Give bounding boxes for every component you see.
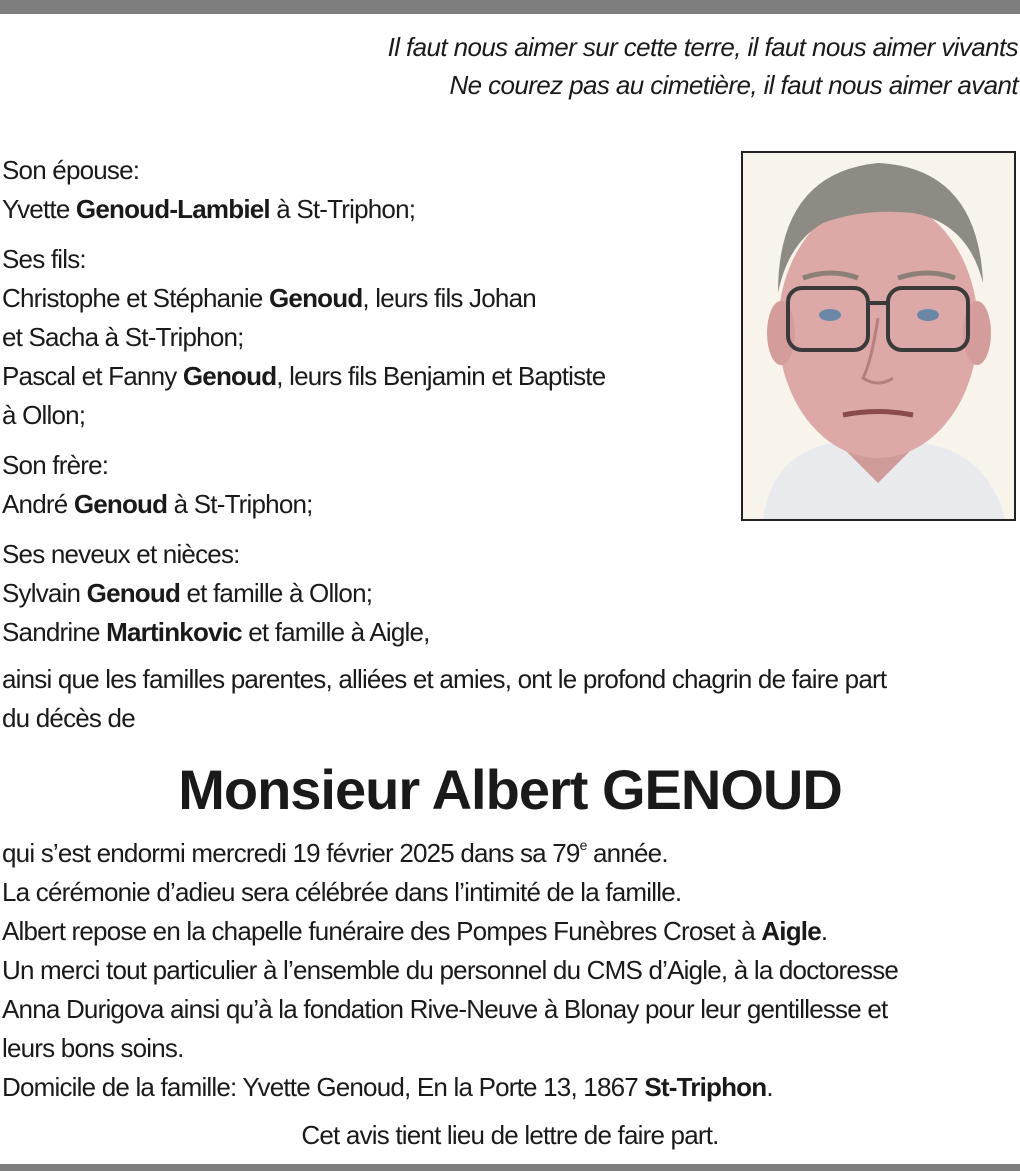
top-rule	[0, 0, 1020, 14]
surname: Genoud	[269, 283, 363, 313]
domicile-line	[2, 1068, 1020, 1107]
spouse-group	[2, 151, 722, 229]
text: Sandrine	[2, 617, 107, 647]
ordinal-superscript: e	[579, 837, 587, 853]
announcement-intro	[2, 660, 1020, 738]
bottom-rule	[0, 1164, 1020, 1171]
epigraph	[388, 28, 1018, 104]
surname: Genoud	[86, 578, 181, 608]
closing-note: Cet avis tient lieu de lettre de faire part.	[301, 1120, 719, 1150]
text: Albert repose en la chapelle funéraire des Pompes Funèbres Croset à	[2, 916, 762, 946]
text: .	[766, 1072, 773, 1102]
left-eye	[819, 309, 841, 321]
rest-line	[2, 912, 1020, 951]
text: année.	[586, 838, 668, 868]
deceased-name: Monsieur Albert GENOUD	[178, 758, 842, 821]
thanks-line-1: Un merci tout particulier à l’ensemble du personnel du CMS d’Aigle, à la doctoresse	[2, 955, 899, 985]
spouse-heading: Son épouse:	[2, 155, 140, 185]
text: André	[2, 489, 74, 519]
sons-heading: Ses fils:	[2, 244, 86, 274]
thanks-line-2: Anna Durigova ainsi qu’à la fondation Rive-Neuve à Blonay pour leur gentillesse et	[2, 994, 888, 1024]
nephew-1-line	[2, 574, 722, 613]
thanks-line-3: leurs bons soins.	[2, 1033, 184, 1063]
son-2-line	[2, 357, 722, 396]
portrait-illustration	[743, 153, 1014, 519]
epigraph-line-2: Ne courez pas au cimetière, il faut nous aimer avant	[449, 70, 1018, 100]
text: .	[820, 916, 828, 946]
sons-group	[2, 240, 722, 435]
surname: Genoud	[73, 489, 168, 519]
text: , leurs fils Johan	[362, 283, 536, 313]
surname: Genoud-Lambiel	[75, 194, 270, 224]
text: et famille à Ollon;	[180, 578, 373, 608]
text: Christophe et Stéphanie	[2, 283, 269, 313]
brother-group	[2, 446, 722, 524]
text: à St-Triphon;	[167, 489, 313, 519]
left-ear	[767, 301, 795, 365]
surname: Genoud	[182, 361, 277, 391]
spouse-line	[2, 190, 722, 229]
nephews-heading: Ses neveux et nièces:	[2, 539, 240, 569]
family-list	[2, 151, 722, 663]
text: Pascal et Fanny	[2, 361, 183, 391]
place-name: Aigle	[761, 916, 821, 946]
brother-line	[2, 485, 722, 524]
right-eye	[917, 309, 939, 321]
intro-line-1: ainsi que les familles parentes, alliées et amies, ont le profond chagrin de faire part	[2, 664, 887, 694]
place-name: St-Triphon	[644, 1072, 767, 1102]
text: Domicile de la famille: Yvette Genoud, En la Porte 13, 1867	[2, 1072, 645, 1102]
text: et famille à Aigle,	[241, 617, 430, 647]
nephew-2-line	[2, 613, 722, 652]
brother-heading: Son frère:	[2, 450, 109, 480]
text: , leurs fils Benjamin et Baptiste	[276, 361, 606, 391]
surname: Martinkovic	[106, 617, 242, 647]
death-line	[2, 834, 1020, 873]
intro-line-2: du décès de	[2, 703, 135, 733]
text: Yvette	[2, 194, 76, 224]
text: Sylvain	[2, 578, 87, 608]
nephews-group	[2, 535, 722, 652]
portrait-photo	[741, 151, 1016, 521]
son-2-line-2: à Ollon;	[2, 400, 86, 430]
face	[778, 198, 978, 458]
epigraph-line-1: Il faut nous aimer sur cette terre, il faut nous aimer vivants	[387, 32, 1018, 62]
text: à St-Triphon;	[269, 194, 416, 224]
son-1-line-2: et Sacha à St-Triphon;	[2, 322, 244, 352]
text: qui s’est endormi mercredi 19 février 2025 dans sa 79	[2, 838, 580, 868]
details-block	[2, 834, 1020, 1107]
ceremony-line: La cérémonie d’adieu sera célébrée dans l’intimité de la famille.	[2, 877, 682, 907]
son-1-line	[2, 279, 722, 318]
